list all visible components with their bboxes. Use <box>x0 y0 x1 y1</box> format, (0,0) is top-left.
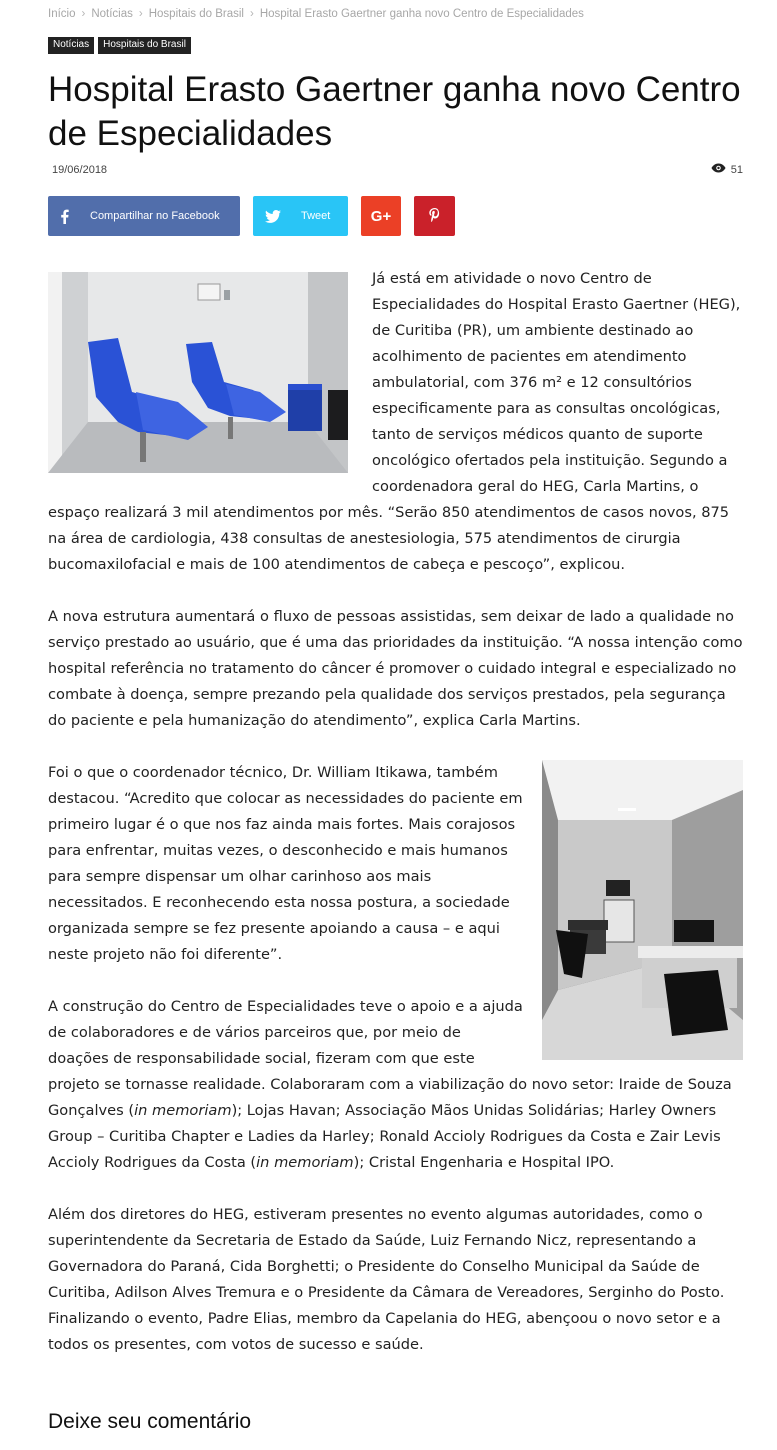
tag-hospitais-do-brasil[interactable]: Hospitais do Brasil <box>98 37 191 54</box>
breadcrumb-hospitals-link[interactable]: Hospitais do Brasil <box>148 8 244 20</box>
comments-heading: Deixe seu comentário <box>48 1410 252 1433</box>
eye-icon <box>711 163 726 176</box>
view-count-value: 51 <box>730 163 743 176</box>
view-count <box>711 163 743 176</box>
google-plus-icon: G+ <box>370 207 392 225</box>
share-pinterest-button[interactable] <box>414 196 455 236</box>
article-body <box>48 266 743 1384</box>
breadcrumb <box>48 8 584 20</box>
share-twitter-label: Tweet <box>301 210 331 222</box>
paragraph-4-text: ); Cristal Engenharia e Hospital IPO. <box>353 1154 615 1171</box>
facebook-icon <box>48 209 80 224</box>
share-facebook-button[interactable] <box>48 196 240 236</box>
paragraph-4-emphasis: in memoriam <box>256 1154 354 1171</box>
article-paragraph-1: Já está em atividade o novo Centro de Especialidades do Hospital Erasto Gaertner (HEG), de Curitiba (PR), um ambiente destinado ao acolhimento de pacientes em atendimento ambulatorial, com 376 m² e 12 consultórios especificamente para as consultas oncológicas, tanto de serviços médicos quanto de suporte oncológico ofertados pela instituição. Segundo a coordenadora geral do HEG, Carla Martins, o espaço realizará 3 mil atendimentos por mês. “Serão 850 atendimentos de casos novos, 875 na área de cardiologia, 438 consultas de anestesiologia, 575 atendimentos de cirurgia bucomaxilofacial e mais de 100 atendimentos de cabeça e pescoço”, explicou. <box>48 270 741 573</box>
share-twitter-button[interactable] <box>253 196 348 236</box>
article-image-consulting-room <box>542 760 743 1060</box>
paragraph-4-text: A construção do Centro de Especialidades teve o apoio e a ajuda de colaboradores e de vários parceiros que, por meio de doações de responsabilidade social, fizeram com que este projeto se tornasse realidade. Colaboraram com a viabilização do novo setor: Iraide de Souza Gonçalves ( <box>48 998 732 1119</box>
breadcrumb-current: Hospital Erasto Gaertner ganha novo Centro de Especialidades <box>259 8 584 20</box>
article-paragraph-2: A nova estrutura aumentará o fluxo de pessoas assistidas, sem deixar de lado a qualidade no serviço prestado ao usuário, que é uma das prioridades da instituição. “A nossa intenção como hospital referência no tratamento do câncer é promover o cuidado integral e especializado no combate à doença, sempre prezando pela qualidade dos serviços prestados, pela segurança do paciente e pela humanização do atendimento”, explica Carla Martins. <box>48 608 743 729</box>
share-google-plus-button[interactable] <box>361 196 401 236</box>
breadcrumb-separator: › <box>249 8 254 20</box>
article-paragraph-5: Além dos diretores do HEG, estiveram presentes no evento algumas autoridades, como o superintendente da Secretaria de Estado da Saúde, Luiz Fernando Nicz, representando a Governadora do Paraná, Cida Borghetti; o Presidente do Conselho Municipal da Saúde de Curitiba, Adilson Alves Tremura e o Presidente da Câmara de Vereadores, Serginho do Posto. Finalizando o evento, Padre Elias, membro da Capelania do HEG, abençoou o novo setor e a todos os presentes, com votos de sucesso e saúde. <box>48 1206 725 1353</box>
paragraph-4-text: ); Lojas Havan; Associação Mãos Unidas Solidárias; Harley Owners Group – Curitiba Chapter e Ladies da Harley; Ronald Accioly Rodrigues da Costa e Zair Levis Accioly Rodrigues da Costa ( <box>48 1102 721 1171</box>
article-image-treatment-room <box>48 272 348 473</box>
breadcrumb-news-link[interactable]: Notícias <box>91 8 133 20</box>
breadcrumb-separator: › <box>138 8 143 20</box>
share-facebook-label: Compartilhar no Facebook <box>90 210 220 222</box>
article-paragraph-3: Foi o que o coordenador técnico, Dr. William Itikawa, também destacou. “Acredito que colocar as necessidades do paciente em primeiro lugar é o que nos faz ainda mais fortes. Mais corajosos para enfrentar, muitas vezes, o desconhecido e mais humanos para sempre dispensar um olhar carinhoso aos mais necessitados. E reconhecendo esta nossa postura, a sociedade organizada sempre se fez presente apoiando a causa – e aqui neste projeto não foi diferente”. <box>48 764 523 963</box>
category-tags <box>48 37 191 54</box>
breadcrumb-separator: › <box>81 8 86 20</box>
article-title: Hospital Erasto Gaertner ganha novo Centro de Especialidades <box>48 70 741 153</box>
article-date: 19/06/2018 <box>52 164 108 176</box>
breadcrumb-home-link[interactable]: Início <box>48 8 76 20</box>
pinterest-icon <box>429 208 440 225</box>
tag-noticias[interactable]: Notícias <box>48 37 94 54</box>
twitter-icon <box>253 210 293 223</box>
paragraph-4-emphasis: in memoriam <box>134 1102 232 1119</box>
